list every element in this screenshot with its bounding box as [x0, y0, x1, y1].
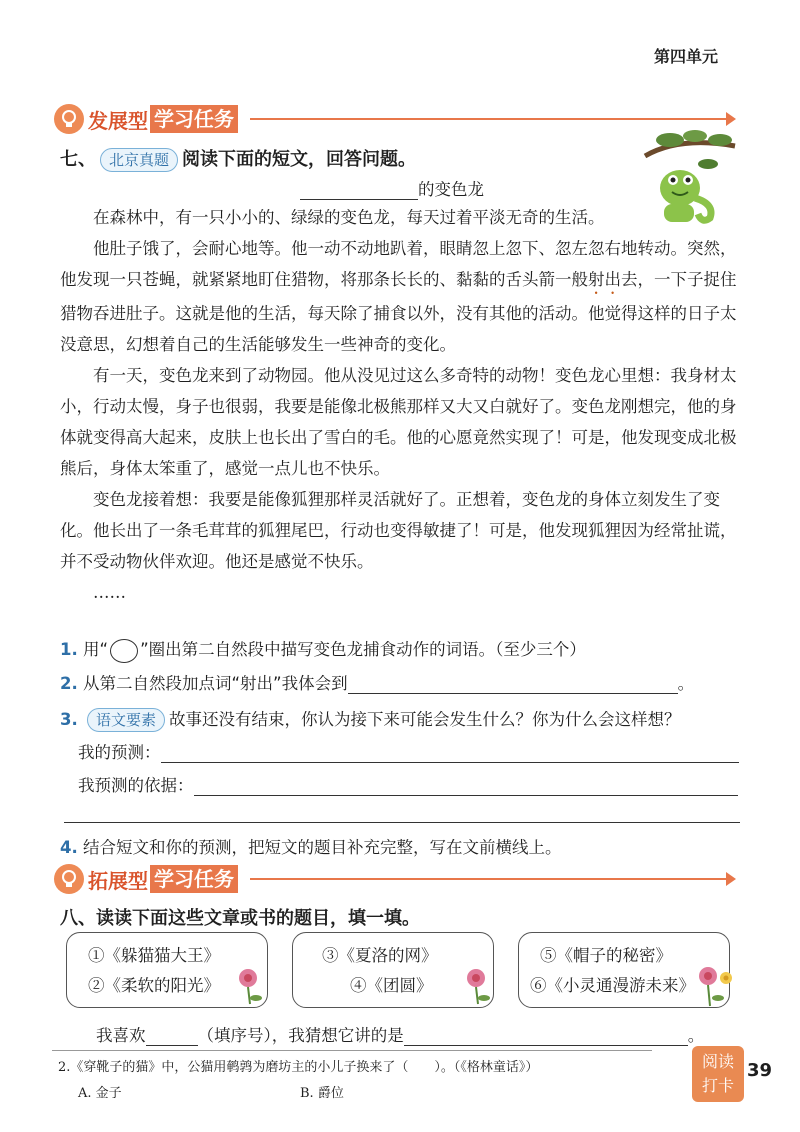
footer-question: 2.《穿靴子的猫》中，公猫用鹌鹑为磨坊主的小儿子换来了（ ）。（《格林童话》）: [58, 1060, 539, 1075]
arrow-right-icon: [726, 112, 736, 126]
book-title: ⑤《帽子的秘密》: [540, 946, 672, 965]
page-number: 39: [746, 1060, 772, 1081]
book-title: ①《躲猫猫大王》: [88, 946, 220, 965]
question-8-heading: 八、读读下面这些文章或书的题目，填一填。: [60, 908, 420, 929]
question-tag: 语文要素: [87, 708, 165, 732]
footer-divider: [52, 1050, 652, 1051]
flower-icon: [694, 964, 736, 1008]
question-2: 2. 从第二自然段加点词“射出”我体会到 。: [60, 674, 695, 693]
reason-line[interactable]: [194, 777, 738, 796]
task-banner-develop: [54, 104, 238, 134]
banner-label: 学习任务: [150, 865, 238, 893]
lightbulb-icon: [54, 864, 84, 894]
question-7-heading: [60, 145, 416, 172]
lightbulb-icon: [54, 104, 84, 134]
banner-type: 拓展型: [88, 868, 148, 893]
book-title: ②《柔软的阳光》: [88, 976, 220, 995]
option-b: B. 爵位: [300, 1086, 344, 1101]
question-4: 4. 结合短文和你的预测，把短文的题目补充完整，写在文前横线上。: [60, 838, 562, 857]
story-text: [60, 202, 740, 608]
book-title: ④《团圆》: [350, 976, 433, 995]
banner-divider: [250, 878, 728, 880]
question-tag: 北京真题: [100, 148, 178, 172]
banner-label: 学习任务: [150, 105, 238, 133]
title-blank[interactable]: [300, 181, 418, 200]
prediction-row: 我的预测：: [78, 739, 739, 763]
book-title: ③《夏洛的网》: [322, 946, 438, 965]
story-paragraph-3: 有一天，变色龙来到了动物园。他从没见过这么多奇特的动物！变色龙心里想：我身材太小，行动太慢，身子也很弱，我要是能像北极熊那样又大又白就好了。变色龙刚想完，他的身体就变得高大起来，皮肤上也长出了雪白的毛。他的心愿竟然实现了！可是，他发现变成北极熊后，身体太笨重了，感觉一点儿也不快乐。: [60, 366, 737, 478]
unit-label: 第四单元: [653, 47, 718, 66]
story-paragraph-4: 变色龙接着想：我要是能像狐狸那样灵活就好了。正想着，变色龙的身体立刻发生了变化。他长出了一条毛茸茸的狐狸尾巴，行动也变得敏捷了！可是，他发现狐狸因为经常扯谎，并不受动物伙伴欢迎。他还是感觉不快乐。: [60, 490, 737, 571]
title-suffix: 的变色龙: [418, 180, 484, 199]
answer-line-q2[interactable]: [348, 675, 678, 694]
question-prompt: 阅读下面的短文，回答问题。: [182, 149, 417, 170]
option-a: A. 金子: [78, 1086, 122, 1101]
story-paragraph-2: 他肚子饿了，会耐心地等。他一动不动地趴着，眼睛忽上忽下、忽左忽右地转动。突然，他发现一只苍蝇，就紧紧地盯住猎物，将那条长长的、黏黏的舌头箭一般射出去，一下子捉住猎物吞进肚子。这就是他的生活，每天除了捕食以外，没有其他的活动。他觉得这样的日子太没意思，幻想着自己的生活能够发生一些神奇的变化。: [60, 239, 737, 354]
question-3: 3. 语文要素 故事还没有结束，你认为接下来可能会发生什么？你为什么会这样想？: [60, 706, 681, 732]
reason-row: 我预测的依据：: [78, 772, 738, 796]
reason-line-2[interactable]: [64, 822, 740, 823]
flower-icon: [462, 966, 494, 1006]
question-1: 1. 用“ ”圈出第二自然段中描写变色龙捕食动作的词语。（至少三个）: [60, 636, 586, 663]
task-banner-extend: [54, 864, 238, 894]
guess-blank[interactable]: [404, 1027, 688, 1046]
arrow-right-icon: [726, 872, 736, 886]
banner-divider: [250, 118, 728, 120]
story-paragraph-1: 在森林中，有一只小小的、绿绿的变色龙，每天过着平淡无奇的生活。: [93, 208, 605, 227]
reading-checkin-badge: 阅读 打卡: [692, 1046, 744, 1102]
question-number: 七、: [60, 149, 96, 170]
prediction-line[interactable]: [161, 744, 739, 763]
preference-row: 我喜欢 （填序号），我猜想它讲的是 。: [96, 1026, 705, 1045]
number-blank[interactable]: [146, 1027, 198, 1046]
circle-symbol-icon: [110, 639, 138, 663]
banner-type: 发展型: [88, 108, 148, 133]
story-ellipsis: ……: [93, 583, 126, 602]
book-title: ⑥《小灵通漫游未来》: [530, 976, 695, 995]
flower-icon: [234, 966, 266, 1006]
story-title: [300, 176, 484, 200]
dotted-word: 射出: [588, 270, 621, 289]
